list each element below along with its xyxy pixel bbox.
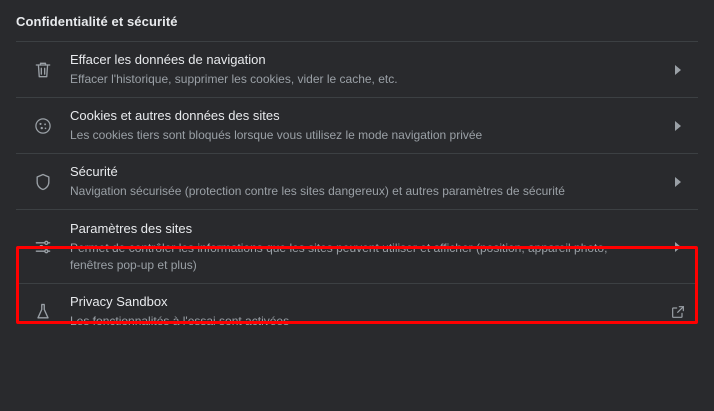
- settings-row-cookies-and-site-data[interactable]: [16, 97, 698, 153]
- chevron-right-icon[interactable]: [658, 242, 698, 252]
- cookie-icon: [16, 116, 70, 136]
- settings-row-text: [70, 163, 658, 200]
- settings-row-title: Paramètres des sites: [70, 220, 193, 236]
- settings-row-site-settings[interactable]: [16, 209, 698, 283]
- trash-icon: [16, 60, 70, 80]
- external-link-icon[interactable]: [658, 304, 698, 320]
- settings-row-title: Sécurité: [70, 164, 118, 179]
- settings-row-subtitle: Les cookies tiers sont bloqués lorsque vous utilisez le mode navigation privée: [70, 128, 483, 142]
- settings-row-title: Effacer les données de navigation: [70, 52, 266, 67]
- settings-row-text: [70, 293, 658, 330]
- settings-row-title: Privacy Sandbox: [70, 294, 168, 309]
- settings-row-clear-browsing-data[interactable]: [16, 41, 698, 97]
- chevron-right-icon[interactable]: [658, 177, 698, 187]
- chevron-right-icon[interactable]: [658, 65, 698, 75]
- settings-row-subtitle: Les fonctionnalités à l'essai sont activées: [70, 314, 290, 328]
- shield-icon: [16, 172, 70, 192]
- settings-row-text: [70, 51, 658, 88]
- flask-icon: [16, 302, 70, 322]
- settings-row-text: [70, 107, 658, 144]
- settings-row-subtitle: Effacer l'historique, supprimer les cookies, vider le cache, etc.: [70, 72, 398, 86]
- page-title: Confidentialité et sécurité: [16, 14, 178, 29]
- chevron-right-icon[interactable]: [658, 121, 698, 131]
- settings-row-subtitle: Permet de contrôler les informations que les sites peuvent utiliser et afficher (position, appareil photo, fenêtres pop-up et plus): [70, 240, 608, 272]
- settings-row-text: [70, 220, 658, 274]
- settings-row-security[interactable]: [16, 153, 698, 209]
- sliders-icon: [16, 237, 70, 257]
- settings-row-subtitle: Navigation sécurisée (protection contre les sites dangereux) et autres paramètres de sécurité: [70, 184, 565, 198]
- settings-list: [0, 41, 714, 339]
- settings-row-title: Cookies et autres données des sites: [70, 108, 280, 123]
- settings-row-privacy-sandbox[interactable]: [16, 283, 698, 339]
